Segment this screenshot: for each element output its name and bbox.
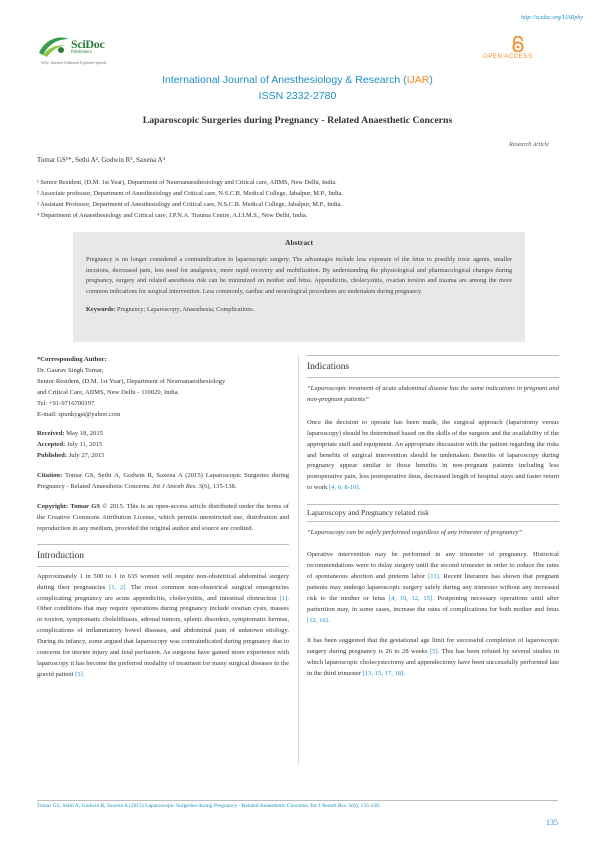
laparoscopy-text: Operative intervention may be performed in any trimester of pregnancy. Historical recommendations were to delay surgery until the second trimester in order to reduce the rates of spontaneous abortion and preterm labor xyxy=(307,551,559,580)
right-column xyxy=(307,355,559,680)
citation-link[interactable]: [4, 10, 12, 15]. xyxy=(388,594,434,602)
laparoscopy-text: Postponing necessary operations until after parturition may, in some cases, increase the rates of complications for both mother and fetus xyxy=(307,594,559,613)
published-value: July 27, 2015 xyxy=(68,452,105,460)
citation-link[interactable]: [12, 16]. xyxy=(307,616,330,624)
indications-quote: “Laparoscopic treatment of acute abdominal disease has the same indications in pregnant and non-pregnant patients” xyxy=(307,385,559,403)
issn: ISSN 2332-2780 xyxy=(258,90,337,102)
received-label: Received: xyxy=(37,430,65,438)
intro-text: The most common non-obstetrical surgical emergencies complicating pregnancy are acute appendicitis, cholecystitis, and intestinal obstruction xyxy=(37,583,289,602)
citation-label: Citation: xyxy=(37,472,63,480)
journal-name-close: ) xyxy=(429,74,433,86)
introduction-paragraph xyxy=(37,567,289,681)
abstract-body: Pregnancy is no longer considered a contraindication to laparoscopic surgery. The advantages include less exposure of the fetus to possibly toxic agents, smaller incisions, decreased pain, less need for analgesics, more rapid recovery and mobilization. By understanding the physiological and pharmacological changes during pregnancy, surgery and related anesthesia risk can be minimized on mother and fetus. Appendicitis, cholecystitis, ovarian torsion and trauma are among the more common indications for surgical intervention. Less commonly, cardiac and neurological procedures are undertaken during pregnancy. xyxy=(86,256,512,295)
article-title: Laparoscopic Surgeries during Pregnancy - Related Anaesthetic Concerns xyxy=(142,115,453,126)
corr-line: Senior Resident, (D.M. 1st Year), Department of Neuroanaesthesiology xyxy=(37,377,226,385)
affiliation-3: ³ Assistant Professor, Department of Anesthesiology and Critical care, N.S.C.B. Medical College, Jabalpur, M.P., India. xyxy=(37,201,342,208)
left-column xyxy=(37,355,289,681)
corr-email[interactable]: E-mail: spunkygst@yahoo.com xyxy=(37,410,121,418)
corr-line: Dr. Gaurav Singh Tomar, xyxy=(37,366,104,374)
laparoscopy-text: Recent literature has shown that pregnant patients may undergo laparoscopic surgery safely during any trimester without any increased risk to the mother or fetus xyxy=(307,572,559,602)
published-label: Published: xyxy=(37,452,68,460)
scidoc-logo xyxy=(37,33,117,69)
laparoscopy-quote: “Laparoscopy can be safely performed regardless of any trimester of pregnancy” xyxy=(307,529,523,537)
laparoscopy-paragraph-1 xyxy=(307,550,559,626)
affiliation-2: ² Associate professor, Department of Anesthesiology and Critical care, N.S.C.B. Medical College, Jabalpur, M.P., India. xyxy=(37,190,343,197)
citation-link[interactable]: [3]. xyxy=(75,670,85,678)
accepted-label: Accepted: xyxy=(37,441,66,449)
intro-text: Approximately 1 in 500 to 1 in 635 women will require non-obstetrical abdominal surgery during their pregnancies xyxy=(37,572,289,591)
citation-link[interactable]: [4, 6, 8-10]. xyxy=(329,484,361,492)
open-access-badge xyxy=(483,36,555,66)
laparoscopy-text: This has been refuted by several studies in which laparoscopic cholecystectomy and appendectomy have been successfully performed late in the third trimester xyxy=(307,648,559,678)
citation-link[interactable]: [1, 2]. xyxy=(109,583,128,591)
journal-url-link[interactable]: http://scidoc.org/IJARphy xyxy=(521,15,583,21)
citation-link[interactable]: [5]. xyxy=(429,648,440,656)
citation-block xyxy=(37,471,289,493)
open-lock-icon xyxy=(511,36,525,52)
footer-citation-text: Tomar GS, Sethi A, Godwin R, Saxena A (2015) Laparoscopic Surgeries during Pregnancy - Related Anaesthetic Concerns. xyxy=(37,803,310,809)
footer-journal: Int J Anesth Res. xyxy=(310,803,348,809)
affiliation-4: ⁴ Department of Anaesthesiology and Critical care, J.P.N.A. Trauma Centre, A.I.I.M.S., New Delhi, India. xyxy=(37,212,308,219)
affiliation-1: ¹ Senior Resident, (D.M. 1st Year), Department of Neuroanaesthesiology and Critical care, AIIMS, New Delhi, India. xyxy=(37,179,337,186)
keywords-text: Pregnancy; Laparoscopy; Anaesthesia; Complications. xyxy=(116,306,255,314)
corr-phone: Tel: +91-9716700197 xyxy=(37,399,95,407)
copyright-block xyxy=(37,502,289,535)
author-list: Tomar GS¹*, Sethi A², Godwin R³, Saxena A⁴ xyxy=(37,156,166,164)
logo-name: SciDoc xyxy=(71,37,105,51)
copyright-label: Copyright: Tomar GS xyxy=(37,502,101,510)
corresponding-author-heading: *Corresponding Author: xyxy=(37,356,107,363)
page-number: 135 xyxy=(546,818,558,827)
journal-name xyxy=(0,74,595,86)
accepted-value: July 11, 2015 xyxy=(66,441,103,449)
indications-heading: Indications xyxy=(307,362,350,372)
abstract-heading: Abstract xyxy=(285,238,313,247)
citation-link[interactable]: [11]. xyxy=(428,572,441,580)
abstract-box xyxy=(73,232,525,342)
dates-block xyxy=(37,429,289,462)
article-type: Research Article xyxy=(509,142,549,148)
citation-volume: 3(6), 135-138. xyxy=(198,483,237,491)
received-date xyxy=(37,429,289,440)
published-date xyxy=(37,451,289,462)
laparoscopy-risk-heading: Laparoscopy and Pregnancy related risk xyxy=(307,508,429,518)
introduction-heading: Introduction xyxy=(37,550,84,561)
footer-volume: 3(6), 135-138. xyxy=(348,803,381,809)
laparoscopy-paragraph-2 xyxy=(307,636,559,680)
indications-text: Once the decision to operate has been made, the surgical approach (laparotomy versus laparoscopy) should be determined based on the skills of the surgeon and the availability of the appropriate staff and equipment. An appropriate discussion with the patient regarding the risks and benefits of surgical intervention should be undertaken. Benefits of laparoscopy during pregnancy appear similar to those benefits in non-pregnant patients including less postoperative pain, less postoperative ileus, decreased length of hospital stays and faster return to work xyxy=(307,418,559,492)
logo-tagline: Why, Internet Adhesion Eighteen Speeds xyxy=(41,60,107,65)
copyright-year: © 2015. xyxy=(102,502,125,510)
copyright-text: This is an open-access article distributed under the terms of the Creative Commons Attribution License, which permits unrestricted use, distribution and reproduction in any medium, provided the original author and source are credited. xyxy=(37,502,290,532)
correspondence-block xyxy=(37,355,289,420)
received-value: May 18, 2015 xyxy=(66,430,103,438)
keywords-label: Keywords: xyxy=(86,306,116,314)
footer-citation xyxy=(37,803,380,809)
logo-subtitle: Publishers xyxy=(71,50,92,55)
open-access-label: OPEN ACCESS xyxy=(483,54,533,60)
column-divider xyxy=(298,355,299,765)
citation-link[interactable]: [1]. xyxy=(279,594,289,602)
journal-abbr: IJAR xyxy=(406,74,430,86)
indications-paragraph xyxy=(307,418,559,494)
citation-link[interactable]: [13, 15, 17, 18]. xyxy=(362,670,405,678)
citation-journal: Int J Anesth Res. xyxy=(152,483,197,491)
affiliations xyxy=(37,177,557,221)
journal-name-text: International Journal of Anesthesiology & Research ( xyxy=(162,74,407,86)
logo-swoosh-icon xyxy=(37,33,71,59)
laparoscopy-text: It has been suggested that the gestational age limit for successful completion of laparoscopic surgery during pregnancy is 26 to 28 weeks xyxy=(307,637,559,656)
footer-divider xyxy=(37,800,558,801)
intro-text: Other conditions that may require operations during pregnancy include ovarian cysts, masses or torsion, symptomatic cholelithiasis, adrenal tumors, splenic disorders, symptomatic hernias, complications of inflammatory bowel diseases, and abdominal pain of unknown etiology. During its infancy, some argued that laparoscopy was contraindicated during pregnancy due to concerns for uterine injury and fetal perfusion. As surgeons have gained more experience with laparoscopy it has become the preferred modality of treatment for many surgical diseases in the gravid patient xyxy=(37,605,289,678)
citation-text: Tomar GS, Sethi A, Godwin R, Saxena A (2015) Laparoscopic Surgeries during Pregnancy - Related Anaesthetic Concerns. xyxy=(37,472,289,491)
corr-line: and Critical Care, AIIMS, New Delhi - 110029, India. xyxy=(37,388,180,396)
keywords xyxy=(86,306,512,313)
accepted-date xyxy=(37,440,289,451)
